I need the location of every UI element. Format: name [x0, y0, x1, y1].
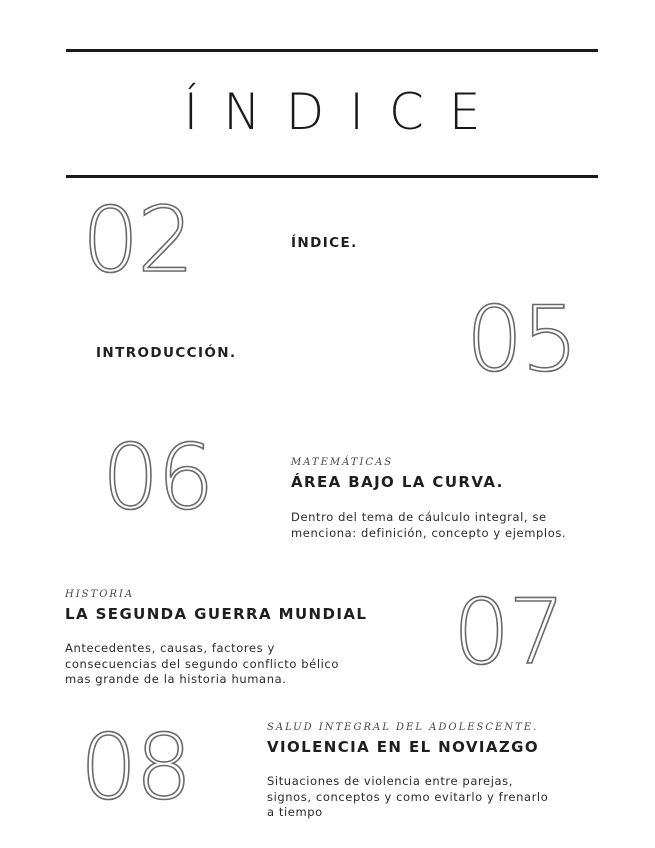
page-number-05: 05 — [466, 287, 577, 392]
section-category-matematicas: MATEMÁTICAS — [291, 457, 394, 468]
section-description-violencia-en-el-noviazgo — [267, 774, 548, 821]
description-line: Antecedentes, causas, factores y — [65, 641, 275, 655]
description-line: Situaciones de violencia entre parejas, — [267, 774, 514, 788]
section-category-historia: HISTORIA — [65, 589, 135, 600]
bottom-rule — [66, 175, 598, 178]
section-description-area-bajo-la-curva — [291, 510, 566, 541]
page-number-02: 02 — [82, 188, 193, 293]
page-number-07: 07 — [453, 580, 564, 685]
section-category-salud-integral: SALUD INTEGRAL DEL ADOLESCENTE. — [267, 722, 539, 733]
section-heading-introduccion: INTRODUCCIÓN. — [96, 345, 237, 361]
section-heading-violencia-en-el-noviazgo: VIOLENCIA EN EL NOVIAZGO — [267, 738, 540, 756]
page-number-08: 08 — [80, 715, 191, 820]
description-line: signos, conceptos y como evitarlo y frenarlo — [267, 789, 549, 804]
description-line: a tiempo — [267, 805, 323, 819]
section-heading-area-bajo-la-curva: ÁREA BAJO LA CURVA. — [291, 473, 504, 491]
page-title: ÍNDICE — [183, 83, 506, 141]
description-line: menciona: definición, concepto y ejemplos. — [291, 525, 567, 540]
section-heading-segunda-guerra-mundial: LA SEGUNDA GUERRA MUNDIAL — [65, 605, 368, 623]
section-heading-indice: ÍNDICE. — [291, 235, 358, 251]
section-description-segunda-guerra-mundial — [65, 641, 339, 688]
description-line: consecuencias del segundo conflicto bélico — [65, 656, 339, 671]
description-line: mas grande de la historia humana. — [65, 672, 287, 686]
page-number-06: 06 — [102, 425, 213, 530]
top-rule — [66, 49, 598, 52]
description-line: Dentro del tema de cáulculo integral, se — [291, 510, 547, 524]
